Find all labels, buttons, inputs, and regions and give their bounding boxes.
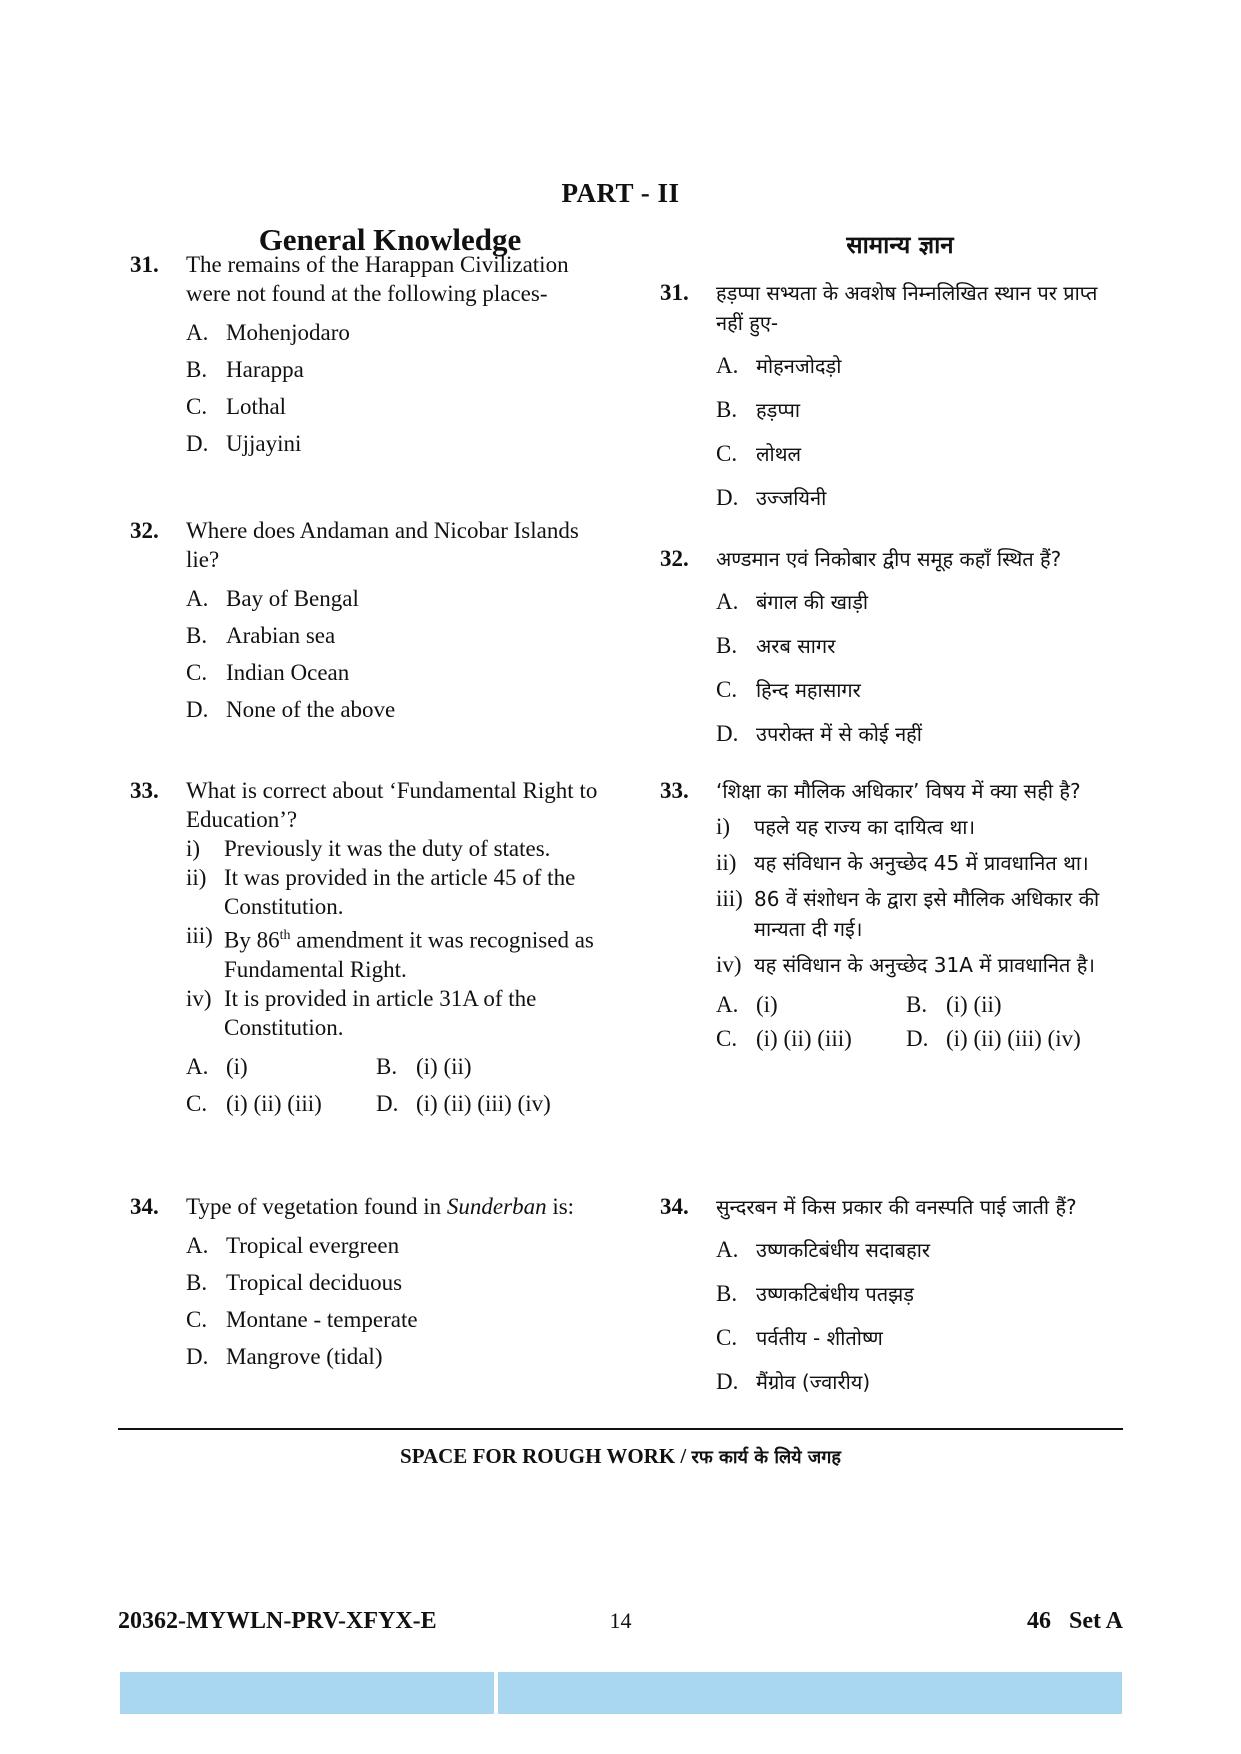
option-a: A. मोहनजोदड़ो: [716, 353, 842, 378]
question-number: 32.: [660, 546, 689, 571]
option-d: D. Mangrove (tidal): [186, 1344, 383, 1369]
option-d: D. Ujjayini: [186, 431, 302, 456]
question-number: 31.: [660, 280, 689, 305]
question-32-hi: [660, 544, 1130, 756]
option-a: A. (i): [716, 992, 778, 1017]
options-list: [186, 580, 600, 728]
footer-paper-code: 20362-MYWLN-PRV-XFYX-E: [118, 1608, 437, 1634]
divider-rule: [118, 1428, 1123, 1430]
option-d: D. (i) (ii) (iii) (iv): [906, 1026, 1081, 1051]
footer-page-number: 14: [609, 1608, 632, 1633]
question-number: 34.: [130, 1194, 159, 1219]
options-list: [186, 1227, 600, 1375]
option-b: B. Tropical deciduous: [186, 1270, 403, 1295]
options-list: [716, 344, 1130, 520]
question-33-hi: [660, 776, 1130, 1054]
option-b: B. (i) (ii): [376, 1053, 472, 1079]
statement-i: i) Previously it was the duty of states.: [186, 836, 551, 861]
option-a: A. बंगाल की खाड़ी: [716, 589, 869, 614]
option-b: B. Harappa: [186, 357, 304, 382]
question-32-en: [130, 516, 600, 728]
option-a: A. Bay of Bengal: [186, 586, 359, 611]
question-text: हड़प्पा सभ्यता के अवशेष निम्नलिखित स्थान पर प्राप्त नहीं हुए-: [716, 281, 1098, 335]
options-grid: [186, 1052, 600, 1118]
section-title-english: General Knowledge: [258, 222, 522, 257]
options-list: [716, 580, 1130, 756]
statements-list: [186, 834, 600, 1042]
rough-work-label: SPACE FOR ROUGH WORK / रफ कार्य के लिये जगह: [400, 1444, 841, 1468]
question-text: ‘शिक्षा का मौलिक अधिकार’ विषय में क्या सही है?: [716, 779, 1081, 803]
question-31-hi: [660, 278, 1130, 520]
statement-iv: iv) It is provided in article 31A of the Constitution.: [186, 985, 537, 1040]
question-text: The remains of the Harappan Civilization were not found at the following places-: [186, 252, 569, 306]
option-c: C. हिन्द महासागर: [716, 677, 861, 702]
option-c: C. Indian Ocean: [186, 660, 350, 685]
statement-iv: iv) यह संविधान के अनुच्छेद 31A में प्रावधानित है।: [716, 952, 1095, 977]
option-b: B. हड़प्पा: [716, 397, 801, 422]
option-b: B. (i) (ii): [906, 992, 1002, 1017]
option-c: C. Lothal: [186, 394, 287, 419]
question-34-en: [130, 1192, 600, 1375]
question-34-hi: [660, 1192, 1130, 1404]
option-d: D. उज्जयिनी: [716, 485, 827, 510]
statement-ii: ii) यह संविधान के अनुच्छेद 45 में प्रावधानित था।: [716, 850, 1089, 875]
statement-ii: ii) It was provided in the article 45 of the Constitution.: [186, 865, 576, 919]
question-text: अण्डमान एवं निकोबार द्वीप समूह कहाँ स्थित हैं?: [716, 547, 1062, 571]
option-d: D. (i) (ii) (iii) (iv): [376, 1090, 551, 1116]
question-number: 33.: [660, 778, 689, 803]
options-list: [186, 314, 600, 462]
question-number: 33.: [130, 778, 159, 803]
option-b: B. अरब सागर: [716, 633, 836, 658]
statement-iii: iii) 86 वें संशोधन के द्वारा इसे मौलिक अधिकार की मान्यता दी गई।: [716, 886, 1100, 941]
options-grid: [716, 990, 1130, 1054]
bottom-bar-right: [498, 1672, 1122, 1714]
question-31-en: [130, 250, 600, 462]
option-c: C. Montane - temperate: [186, 1307, 418, 1332]
question-text: Type of vegetation found in Sunderban is:: [186, 1194, 575, 1219]
part-title: PART - II: [561, 178, 680, 208]
option-c: C. (i) (ii) (iii): [716, 1026, 852, 1051]
statement-iii: iii) By 86th amendment it was recognised as Fundamental Right.: [186, 923, 594, 982]
option-d: D. उपरोक्त में से कोई नहीं: [716, 721, 922, 746]
question-number: 34.: [660, 1194, 689, 1219]
section-title-hindi: सामान्य ज्ञान: [846, 231, 954, 259]
question-number: 32.: [130, 518, 159, 543]
question-text: What is correct about ‘Fundamental Right to Education’?: [186, 778, 598, 832]
option-a: A. (i): [186, 1053, 248, 1079]
option-c: C. पर्वतीय - शीतोष्ण: [716, 1325, 883, 1350]
option-a: A. Tropical evergreen: [186, 1233, 400, 1258]
question-33-en: [130, 776, 600, 1118]
statements-list: [716, 812, 1130, 980]
option-a: A. उष्णकटिबंधीय सदाबहार: [716, 1237, 931, 1262]
footer-set-label: 46 Set A: [1027, 1608, 1123, 1634]
question-text: Where does Andaman and Nicobar Islands lie?: [186, 518, 579, 572]
option-c: C. (i) (ii) (iii): [186, 1090, 322, 1116]
question-number: 31.: [130, 252, 159, 277]
option-b: B. उष्णकटिबंधीय पतझड़: [716, 1281, 914, 1306]
option-b: B. Arabian sea: [186, 623, 336, 648]
options-list: [716, 1228, 1130, 1404]
option-d: D. मैंग्रोव (ज्वारीय): [716, 1369, 871, 1394]
option-d: D. None of the above: [186, 697, 396, 722]
option-a: A. Mohenjodaro: [186, 320, 350, 345]
question-text: सुन्दरबन में किस प्रकार की वनस्पति पाई जाती हैं?: [716, 1195, 1077, 1219]
statement-i: i) पहले यह राज्य का दायित्व था।: [716, 814, 976, 839]
option-c: C. लोथल: [716, 441, 802, 466]
bottom-bar-left: [120, 1672, 494, 1714]
